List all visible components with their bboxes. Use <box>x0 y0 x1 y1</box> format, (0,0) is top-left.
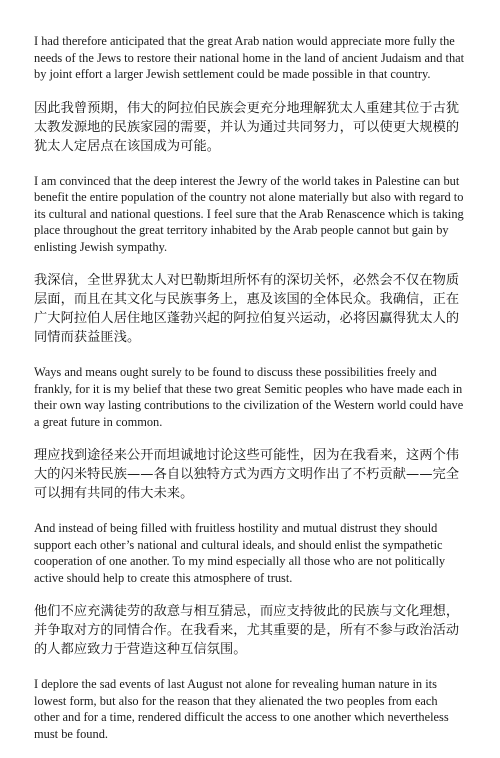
paragraph-english-3: Ways and means ought surely to be found to discuss these possibilities freely and frankly, for it is my belief that these two great Semitic peoples who have made each in their own way lasting contributions to the civilization of the Western world could have a great future in common. <box>34 365 464 429</box>
paragraph-chinese-2: 我深信，全世界犹太人对巴勒斯坦所怀有的深切关怀，必然会不仅在物质层面，而且在其文化与民族事务上，惠及该国的全体民众。我确信，正在广大阿拉伯人居住地区蓬勃兴起的阿拉伯复兴运动，必将因赢得犹太人的同情而获益匪浅。 <box>34 273 460 345</box>
paragraph-chinese-3: 理应找到途径来公开而坦诚地讨论这些可能性，因为在我看来，这两个伟大的闪米特民族——各自以独特方式为西方文明作出了不朽贡献——完全可以拥有共同的伟大未来。 <box>34 448 460 501</box>
paragraph-english-5: I deplore the sad events of last August not alone for revealing human nature in its lowest form, but also for the reason that they alienated the two peoples from each other and for a time, rendered difficult the access to one another which nevertheless must be found. <box>34 677 449 741</box>
document-page <box>34 33 466 758</box>
paragraph-english-4: And instead of being filled with fruitless hostility and mutual distrust they should support each other’s national and cultural ideals, and should enlist the sympathetic cooperation of one another. To my mind especially all those who are not politically active should help to create this atmosphere of trust. <box>34 521 446 585</box>
paragraph-english-2: I am convinced that the deep interest the Jewry of the world takes in Palestine can but benefit the entire population of the country not alone materially but also with regard to its cultural and national questions. I feel sure that the Arab Renascence which is taking place throughout the great territory inhabited by the Arab people cannot but gain by enlisting Jewish sympathy. <box>34 173 464 254</box>
paragraph-english-1: I had therefore anticipated that the great Arab nation would appreciate more fully the needs of the Jews to restore their national home in the land of ancient Judaism and that by joint effort a larger Jewish settlement could be made possible in that country. <box>34 34 465 81</box>
paragraph-chinese-4: 他们不应充满徒劳的敌意与相互猜忌，而应支持彼此的民族与文化理想，并争取对方的同情合作。在我看来，尤其重要的是，所有不参与政治活动的人都应致力于营造这种互信氛围。 <box>34 604 460 657</box>
paragraph-chinese-1: 因此我曾预期，伟大的阿拉伯民族会更充分地理解犹太人重建其位于古犹太教发源地的民族家园的需要，并认为通过共同努力，可以使更大规模的犹太人定居点在该国成为可能。 <box>34 100 460 154</box>
